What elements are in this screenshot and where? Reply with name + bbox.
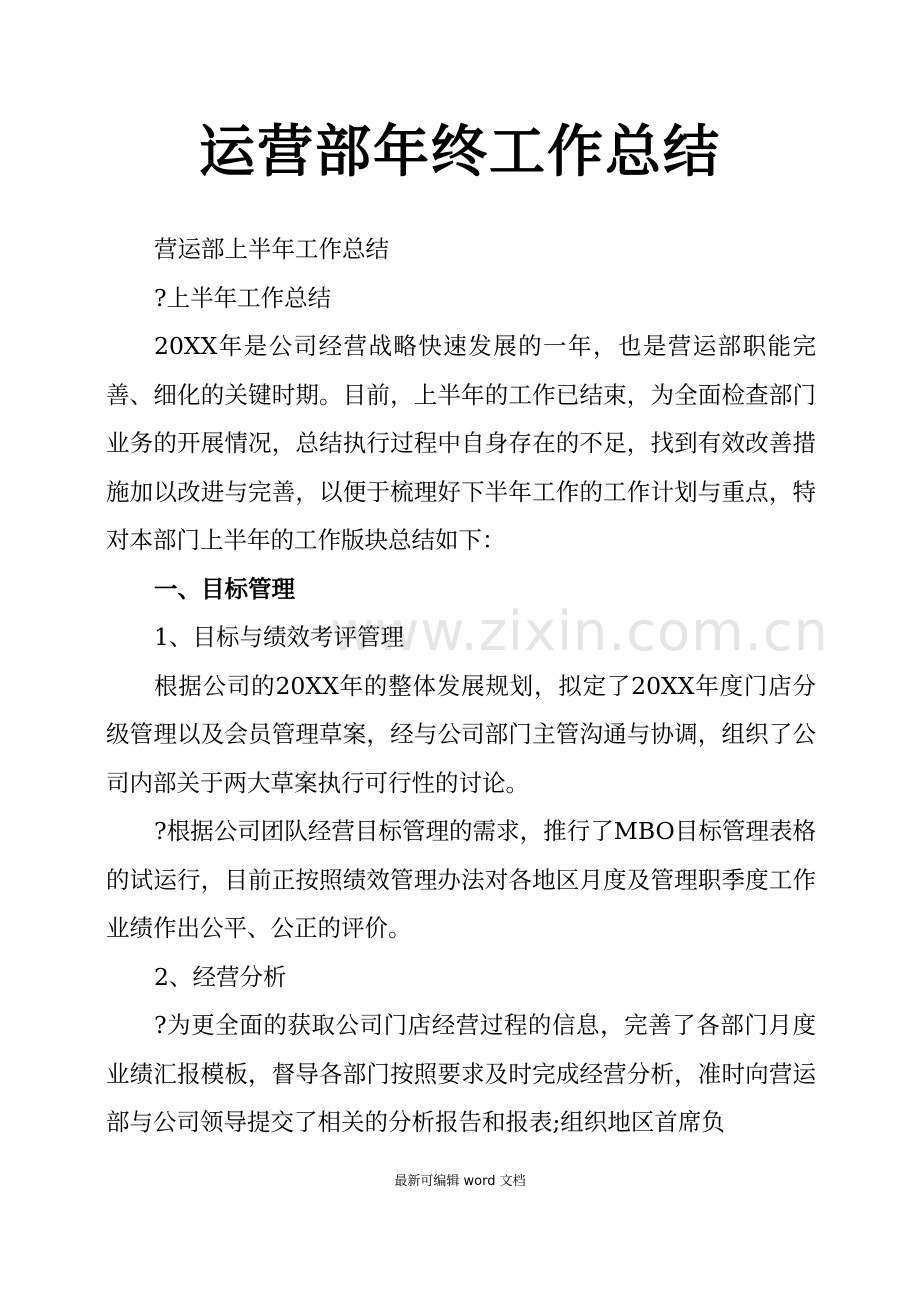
paragraph: 根据公司的20XX年的整体发展规划，拟定了20XX年度门店分级管理以及会员管理草案，经与公司部门主管沟通与协调，组织了公司内部关于两大草案执行可行性的讨论。 <box>106 671 816 797</box>
paragraph: ?根据公司团队经营目标管理的需求，推行了MBO目标管理表格的试运行，目前正按照绩效管理办法对各地区月度及管理职季度工作业绩作出公平、公正的评价。 <box>106 817 816 942</box>
watermark: www.zixin.com.cn <box>330 600 829 663</box>
document-title: 运营部年终工作总结 <box>199 120 721 185</box>
page-footer: 最新可编辑 word 文档 <box>394 1174 526 1189</box>
paragraph: ?为更全面的获取公司门店经营过程的信息，完善了各部门月度业绩汇报模板，督导各部门按照要求及时完成经营分析，准时向营运部与公司领导提交了相关的分析报告和报表;组织地区首席负 <box>106 1011 816 1136</box>
document-body <box>106 225 816 1147</box>
paragraph: ?上半年工作总结 <box>154 283 332 312</box>
subsection-heading: 1、目标与绩效考评管理 <box>154 623 404 651</box>
paragraph: 营运部上半年工作总结 <box>154 235 389 263</box>
paragraph: 20XX年是公司经营战略快速发展的一年，也是营运部职能完善、细化的关键时期。目前，上半年的工作已结束，为全面检查部门业务的开展情况，总结执行过程中自身存在的不足，找到有效改善措施加以改进与完善，以便于梳理好下半年工作的工作计划与重点，特对本部门上半年的工作版块总结如下： <box>106 332 816 554</box>
subsection-heading: 2、经营分析 <box>154 962 287 991</box>
section-heading: 一、目标管理 <box>154 574 295 603</box>
